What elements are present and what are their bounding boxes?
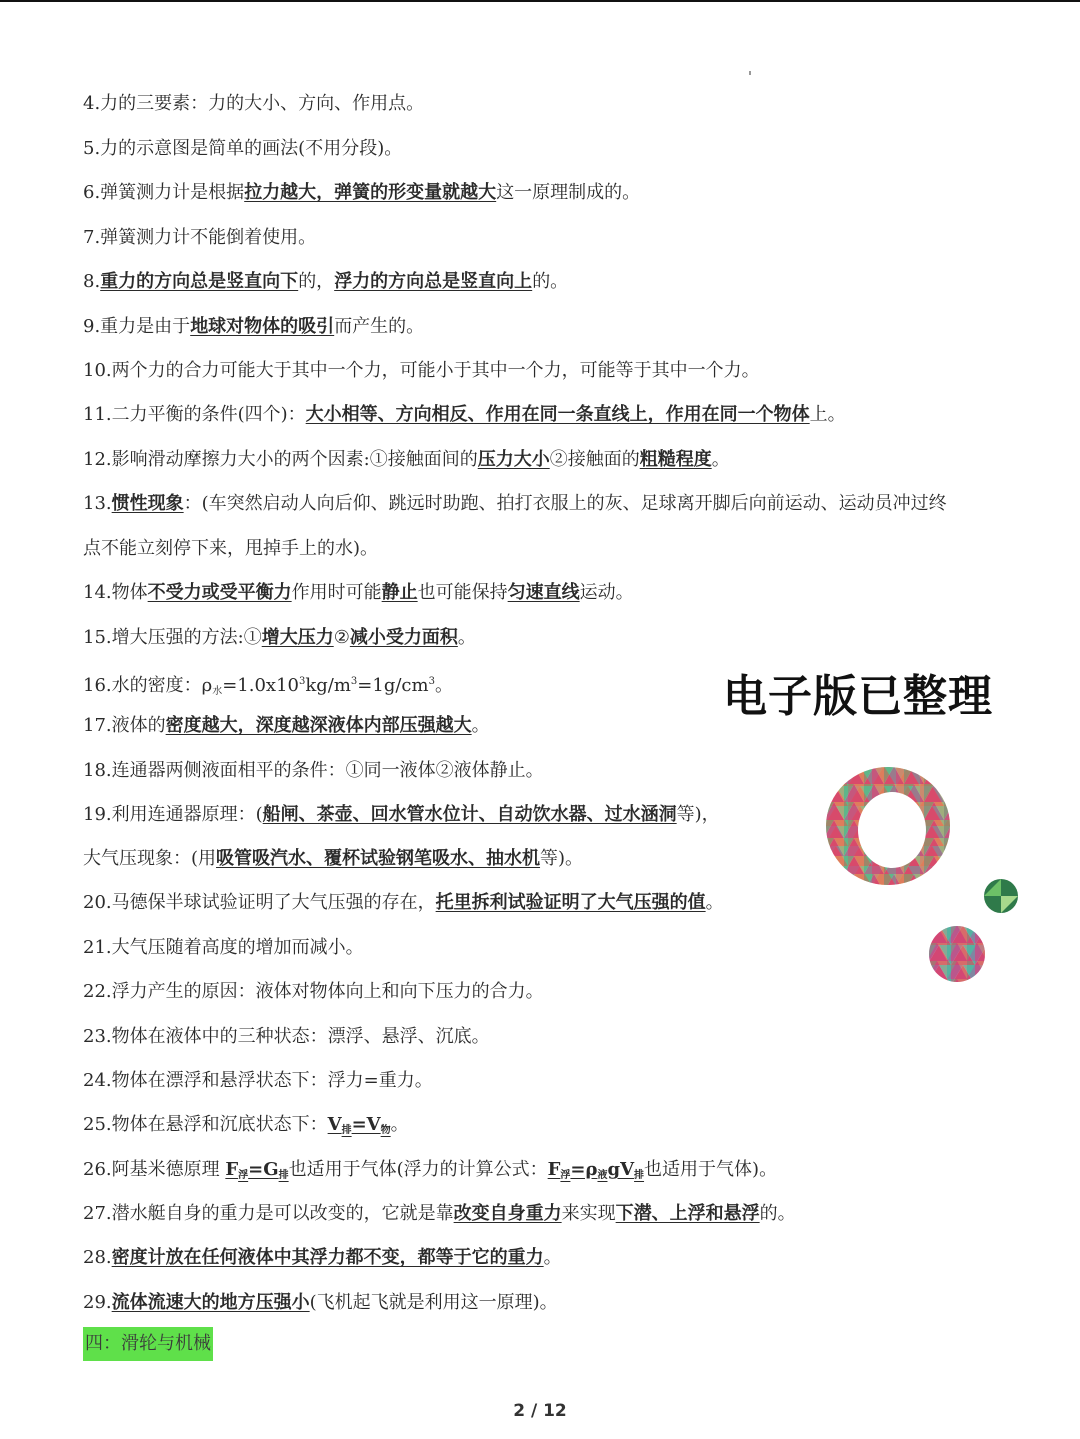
emphasis-text: 地球对物体的吸引 (190, 316, 335, 337)
text-line (83, 890, 724, 916)
text-line (83, 935, 364, 961)
line-text: 27.潜水艇自身的重力是可以改变的，它就是靠 (83, 1203, 454, 1224)
emphasis-text: =ρ (570, 1159, 598, 1180)
line-text: 29. (83, 1292, 112, 1313)
emphasis-text: 粗糙程度 (639, 449, 712, 470)
text-line (83, 669, 453, 705)
emphasis-text: =V (351, 1114, 381, 1135)
line-text: 的。 (532, 271, 569, 292)
line-text: 也适用于气体(浮力的计算公式： (288, 1159, 548, 1180)
line-text: 运动。 (579, 582, 634, 603)
line-text: 19.利用连通器原理：( (83, 804, 263, 825)
line-text: 4.力的三要素：力的大小、方向、作用点。 (83, 93, 425, 114)
line-text: 26.阿基米德原理 (83, 1159, 226, 1180)
line-text: 9.重力是由于 (83, 316, 191, 337)
line-text: 点不能立刻停下来，甩掉手上的水)。 (83, 538, 379, 559)
line-text: 。 (390, 1114, 409, 1135)
emphasis-text: 浮 (238, 1170, 249, 1181)
line-text: 6.弹簧测力计是根据 (83, 182, 245, 203)
emphasis-text: 密度计放在任何液体中其浮力都不变，都等于它的重力 (111, 1247, 544, 1268)
text-line (83, 1068, 433, 1094)
line-text: 24.物体在漂浮和悬浮状态下：浮力=重力。 (83, 1070, 433, 1091)
line-text: ②接触面的 (549, 449, 640, 470)
emphasis-text: 静止 (381, 582, 418, 603)
line-text: 作用时可能 (291, 582, 382, 603)
text-line (83, 1245, 562, 1271)
emphasis-text: 吸管吸汽水、覆杯试验钢笔吸水、抽水机 (216, 848, 541, 869)
emphasis-text: 物 (380, 1125, 391, 1136)
line-text: 3 (298, 676, 306, 687)
line-text: 7.弹簧测力计不能倒着使用。 (83, 227, 317, 248)
line-text: 大气压现象：(用 (83, 848, 217, 869)
line-text: 23.物体在液体中的三种状态：漂浮、悬浮、沉底。 (83, 1026, 490, 1047)
mosaic-ring-decoration (824, 766, 954, 888)
text-line (83, 758, 544, 784)
emphasis-text: 匀速直线 (507, 582, 580, 603)
text-line (83, 802, 720, 828)
text-line (83, 1157, 777, 1189)
text-line (83, 358, 760, 384)
text-line (83, 491, 947, 517)
line-text: =1g/cm (357, 675, 429, 696)
line-text: 10.两个力的合力可能大于其中一个力，可能小于其中一个力，可能等于其中一个力。 (83, 360, 760, 381)
emphasis-text: 流体流速大的地方压强小 (111, 1292, 310, 1313)
text-line (83, 1201, 796, 1227)
emphasis-text: gV (607, 1159, 635, 1180)
text-line (83, 1112, 409, 1144)
line-text: 25.物体在悬浮和沉底状态下： (83, 1114, 328, 1135)
text-line (83, 979, 544, 1005)
emphasis-text: 排 (341, 1125, 352, 1136)
emphasis-text: 增大压力 (261, 627, 334, 648)
text-line (83, 536, 378, 562)
text-line (83, 1024, 490, 1050)
page-indicator: 2 / 12 (513, 1401, 567, 1421)
line-text: 。 (705, 892, 724, 913)
scan-speck (749, 71, 751, 75)
line-text: 而产生的。 (334, 316, 425, 337)
emphasis-text: 密度越大，深度越深液体内部压强越大 (165, 715, 472, 736)
line-text: 等)， (676, 804, 720, 825)
text-line (83, 225, 316, 251)
emphasis-text: 惯性现象 (111, 493, 184, 514)
line-text: 。 (711, 449, 730, 470)
emphasis-text: 大小相等、方向相反、作用在同一条直线上，作用在同一个物体 (305, 404, 810, 425)
text-line (83, 625, 476, 651)
line-text: 这一原理制成的。 (496, 182, 641, 203)
emphasis-text: F (225, 1159, 239, 1180)
emphasis-text: 托里拆利试验证明了大气压强的值 (435, 892, 706, 913)
text-line (83, 91, 424, 117)
emphasis-text: =G (248, 1159, 279, 1180)
emphasis-text: 浮力的方向总是竖直向上 (334, 271, 533, 292)
text-line (83, 447, 730, 473)
text-line (83, 180, 640, 206)
line-text: 21.大气压随着高度的增加而减小。 (83, 937, 364, 958)
line-text: 3 (428, 676, 435, 687)
mosaic-dot-medium (927, 925, 987, 983)
emphasis-text: 减小受力面积 (349, 627, 458, 648)
text-line (83, 402, 846, 428)
emphasis-text: 拉力越大，弹簧的形变量就越大 (244, 182, 497, 203)
line-text: 也可能保持 (417, 582, 508, 603)
line-text: 。 (434, 675, 453, 696)
emphasis-text: 不受力或受平衡力 (147, 582, 292, 603)
emphasis-text: V (327, 1114, 342, 1135)
line-text: 。 (471, 715, 490, 736)
line-text: 等)。 (540, 848, 584, 869)
emphasis-text: 改变自身重力 (453, 1203, 562, 1224)
line-text: ：(车突然启动人向后仰、跳远时助跑、拍打衣服上的灰、足球离开脚后向前运动、运动员冲过终 (183, 493, 947, 514)
emphasis-text: 排 (634, 1170, 645, 1181)
line-text: 来实现 (561, 1203, 616, 1224)
emphasis-text: 液 (597, 1170, 608, 1181)
line-text: 5.力的示意图是简单的画法(不用分段)。 (83, 138, 403, 159)
line-text: 也适用于气体)。 (644, 1159, 778, 1180)
line-text: 的。 (759, 1203, 796, 1224)
emphasis-text: 重力的方向总是竖直向下 (100, 271, 299, 292)
line-text: 17.液体的 (83, 715, 166, 736)
line-text: 12.影响滑动摩擦力大小的两个因素:①接触面间的 (83, 449, 478, 470)
emphasis-text: F (547, 1159, 561, 1180)
emphasis-text: 船闸、茶壶、回水管水位计、自动饮水器、过水涵洞 (262, 804, 677, 825)
line-text: ② (333, 627, 350, 648)
text-line (83, 713, 490, 739)
mosaic-dot-small (982, 878, 1020, 914)
line-text: =1.0x10 (222, 675, 299, 696)
line-text: 18.连通器两侧液面相平的条件：①同一液体②液体静止。 (83, 760, 544, 781)
line-text: 22.浮力产生的原因：液体对物体向上和向下压力的合力。 (83, 981, 544, 1002)
text-line (83, 580, 634, 606)
emphasis-text: 下潜、上浮和悬浮 (615, 1203, 760, 1224)
top-border-line (0, 0, 1080, 2)
line-text: 。 (543, 1247, 562, 1268)
line-text: 15.增大压强的方法:① (83, 627, 262, 648)
line-text: (飞机起飞就是利用这一原理)。 (309, 1292, 558, 1313)
line-text: 水 (212, 686, 223, 697)
line-text: 14.物体 (83, 582, 148, 603)
line-text: 的， (298, 271, 335, 292)
line-text: 20.马德保半球试验证明了大气压强的存在， (83, 892, 436, 913)
emphasis-text: 浮 (560, 1170, 571, 1181)
text-line (83, 136, 402, 162)
text-line (83, 1290, 558, 1316)
text-line (83, 314, 424, 340)
line-text: 上。 (809, 404, 846, 425)
line-text: kg/m (305, 675, 351, 696)
line-text: 11.二力平衡的条件(四个)： (83, 404, 306, 425)
line-text: 16.水的密度：ρ (83, 675, 213, 696)
emphasis-text: 排 (278, 1170, 289, 1181)
text-line (83, 269, 568, 295)
emphasis-text: 压力大小 (477, 449, 550, 470)
watermark-text: 电子版已整理 (723, 671, 993, 722)
line-text: 3 (350, 676, 358, 687)
section-heading: 四：滑轮与机械 (83, 1327, 213, 1361)
line-text: 。 (457, 627, 476, 648)
line-text: 28. (83, 1247, 112, 1268)
line-text: 13. (83, 493, 112, 514)
line-text: 8. (83, 271, 101, 292)
text-line (83, 846, 583, 872)
